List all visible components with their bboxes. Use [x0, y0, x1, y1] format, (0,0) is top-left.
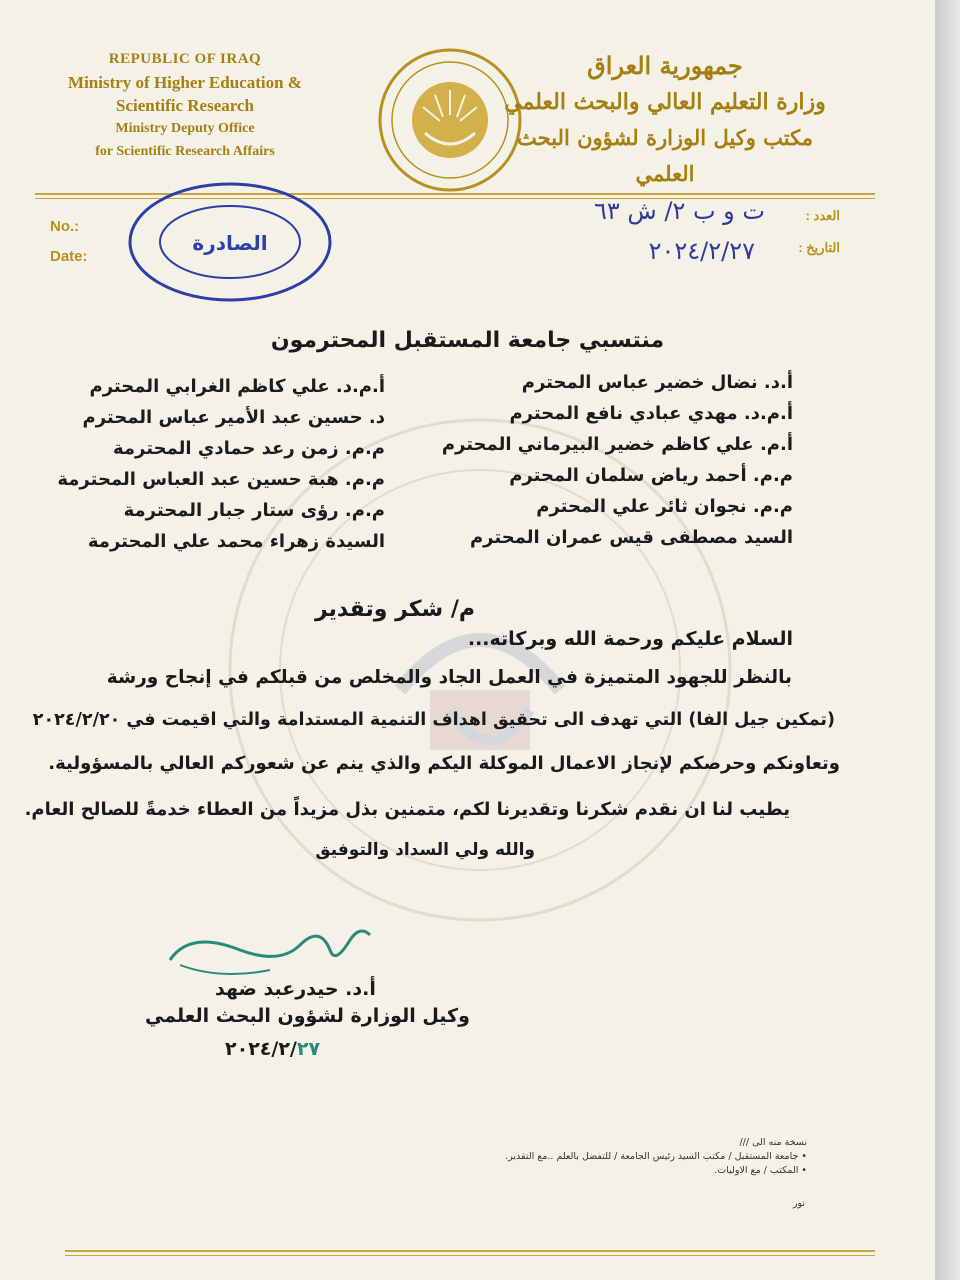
signatory-title: وكيل الوزارة لشؤون البحث العلمي — [145, 1005, 470, 1027]
country-name-en: REPUBLIC OF IRAQ — [108, 51, 262, 67]
reference-number: ت و ب ٢/ ش ٦٣ — [594, 197, 765, 225]
addressee-right-6: السيد مصطفى قيس عمران المحترم — [469, 527, 793, 548]
addressee-right-3: أ.م. علي كاظم خضير البيرماني المحترم — [441, 434, 793, 455]
office-name-en-2: for Scientific Research Affairs — [95, 144, 275, 159]
typist-initials: نور — [792, 1198, 805, 1209]
letterhead-arabic — [500, 48, 830, 192]
office-name-en: Ministry Deputy Office — [115, 121, 255, 136]
addressee-right-4: م.م. أحمد رياض سلمان المحترم — [509, 465, 793, 486]
ministry-name-ar: وزارة التعليم العالي والبحث العلمي — [504, 89, 826, 115]
letter-subject: م/ شكر وتقدير — [314, 597, 475, 622]
body-line-3: وتعاونكم وحرصكم لإنجاز الاعمال الموكلة اليكم والذي ينم عن شعوركم العالي بالمسؤولية. — [48, 753, 840, 774]
cc-heading: نسخة منه الى /// — [739, 1137, 807, 1148]
date-label-en: Date: — [50, 248, 88, 265]
addressee-left-1: أ.م.د. علي كاظم الغرابي المحترم — [89, 376, 385, 397]
addressee-left-3: م.م. زمن رعد حمادي المحترمة — [113, 438, 385, 459]
date-label-ar: التاريخ : — [798, 240, 840, 255]
body-line-2: (تمكين جيل الفا) التي تهدف الى تحقيق اهداف التنمية المستدامة والتي اقيمت في ٢٠٢٤/٢/٢٠ — [32, 710, 835, 730]
addressee-left-5: م.م. رؤى ستار جبار المحترمة — [123, 500, 385, 521]
ministry-name-en-2: Scientific Research — [115, 96, 254, 115]
number-label-ar: العدد : — [805, 208, 840, 223]
signatory-name: أ.د. حيدرعبد ضهد — [215, 978, 376, 1000]
signature-date-printed: ٢٠٢٤/٢/ — [225, 1038, 297, 1060]
body-line-4: يطيب لنا ان نقدم شكرنا وتقديرنا لكم، متمنين بذل مزيداً من العطاء خدمةً للصالح العام. — [24, 799, 790, 820]
addressee-left-2: د. حسين عبد الأمير عباس المحترم — [82, 407, 385, 428]
office-name-ar: مكتب وكيل الوزارة لشؤون البحث العلمي — [517, 125, 813, 186]
addressee-left-4: م.م. هبة حسين عبد العباس المحترمة — [57, 469, 385, 490]
ministry-name-en: Ministry of Higher Education & — [68, 73, 302, 92]
recipient-heading: منتسبي جامعة المستقبل المحترمون — [270, 328, 665, 353]
body-line-1: بالنظر للجهود المتميزة في العمل الجاد والمخلص من قبلكم في إنجاح ورشة — [106, 667, 792, 688]
letter-date: ٢٠٢٤/٢/٢٧ — [648, 237, 755, 265]
letterhead-english — [30, 48, 340, 163]
addressee-right-2: أ.م.د. مهدي عبادي نافع المحترم — [509, 403, 793, 424]
cc-item-1: • جامعة المستقبل / مكتب السيد رئيس الجامعة / للتفضل بالعلم ..مع التقدير. — [505, 1151, 807, 1162]
signature-date-handwritten: ٢٧ — [296, 1038, 321, 1060]
addressee-right-5: م.م. نجوان ثائر علي المحترم — [536, 496, 793, 517]
desk-background — [935, 0, 960, 1280]
greeting: السلام عليكم ورحمة الله وبركاته... — [467, 628, 793, 650]
cc-item-2: • المكتب / مع الاوليات. — [714, 1165, 807, 1176]
country-name-ar: جمهورية العراق — [587, 51, 743, 80]
addressee-left-6: السيدة زهراء محمد علي المحترمة — [87, 531, 385, 552]
number-label-en: No.: — [50, 218, 80, 235]
footer-divider — [65, 1250, 875, 1256]
addressee-right-1: أ.د. نضال خضير عباس المحترم — [521, 372, 793, 393]
signature-date — [225, 1038, 320, 1060]
office-stamp — [120, 180, 350, 305]
closing-line: والله ولي السداد والتوفيق — [315, 840, 535, 860]
stamp-center-text: الصادرة — [192, 231, 268, 255]
